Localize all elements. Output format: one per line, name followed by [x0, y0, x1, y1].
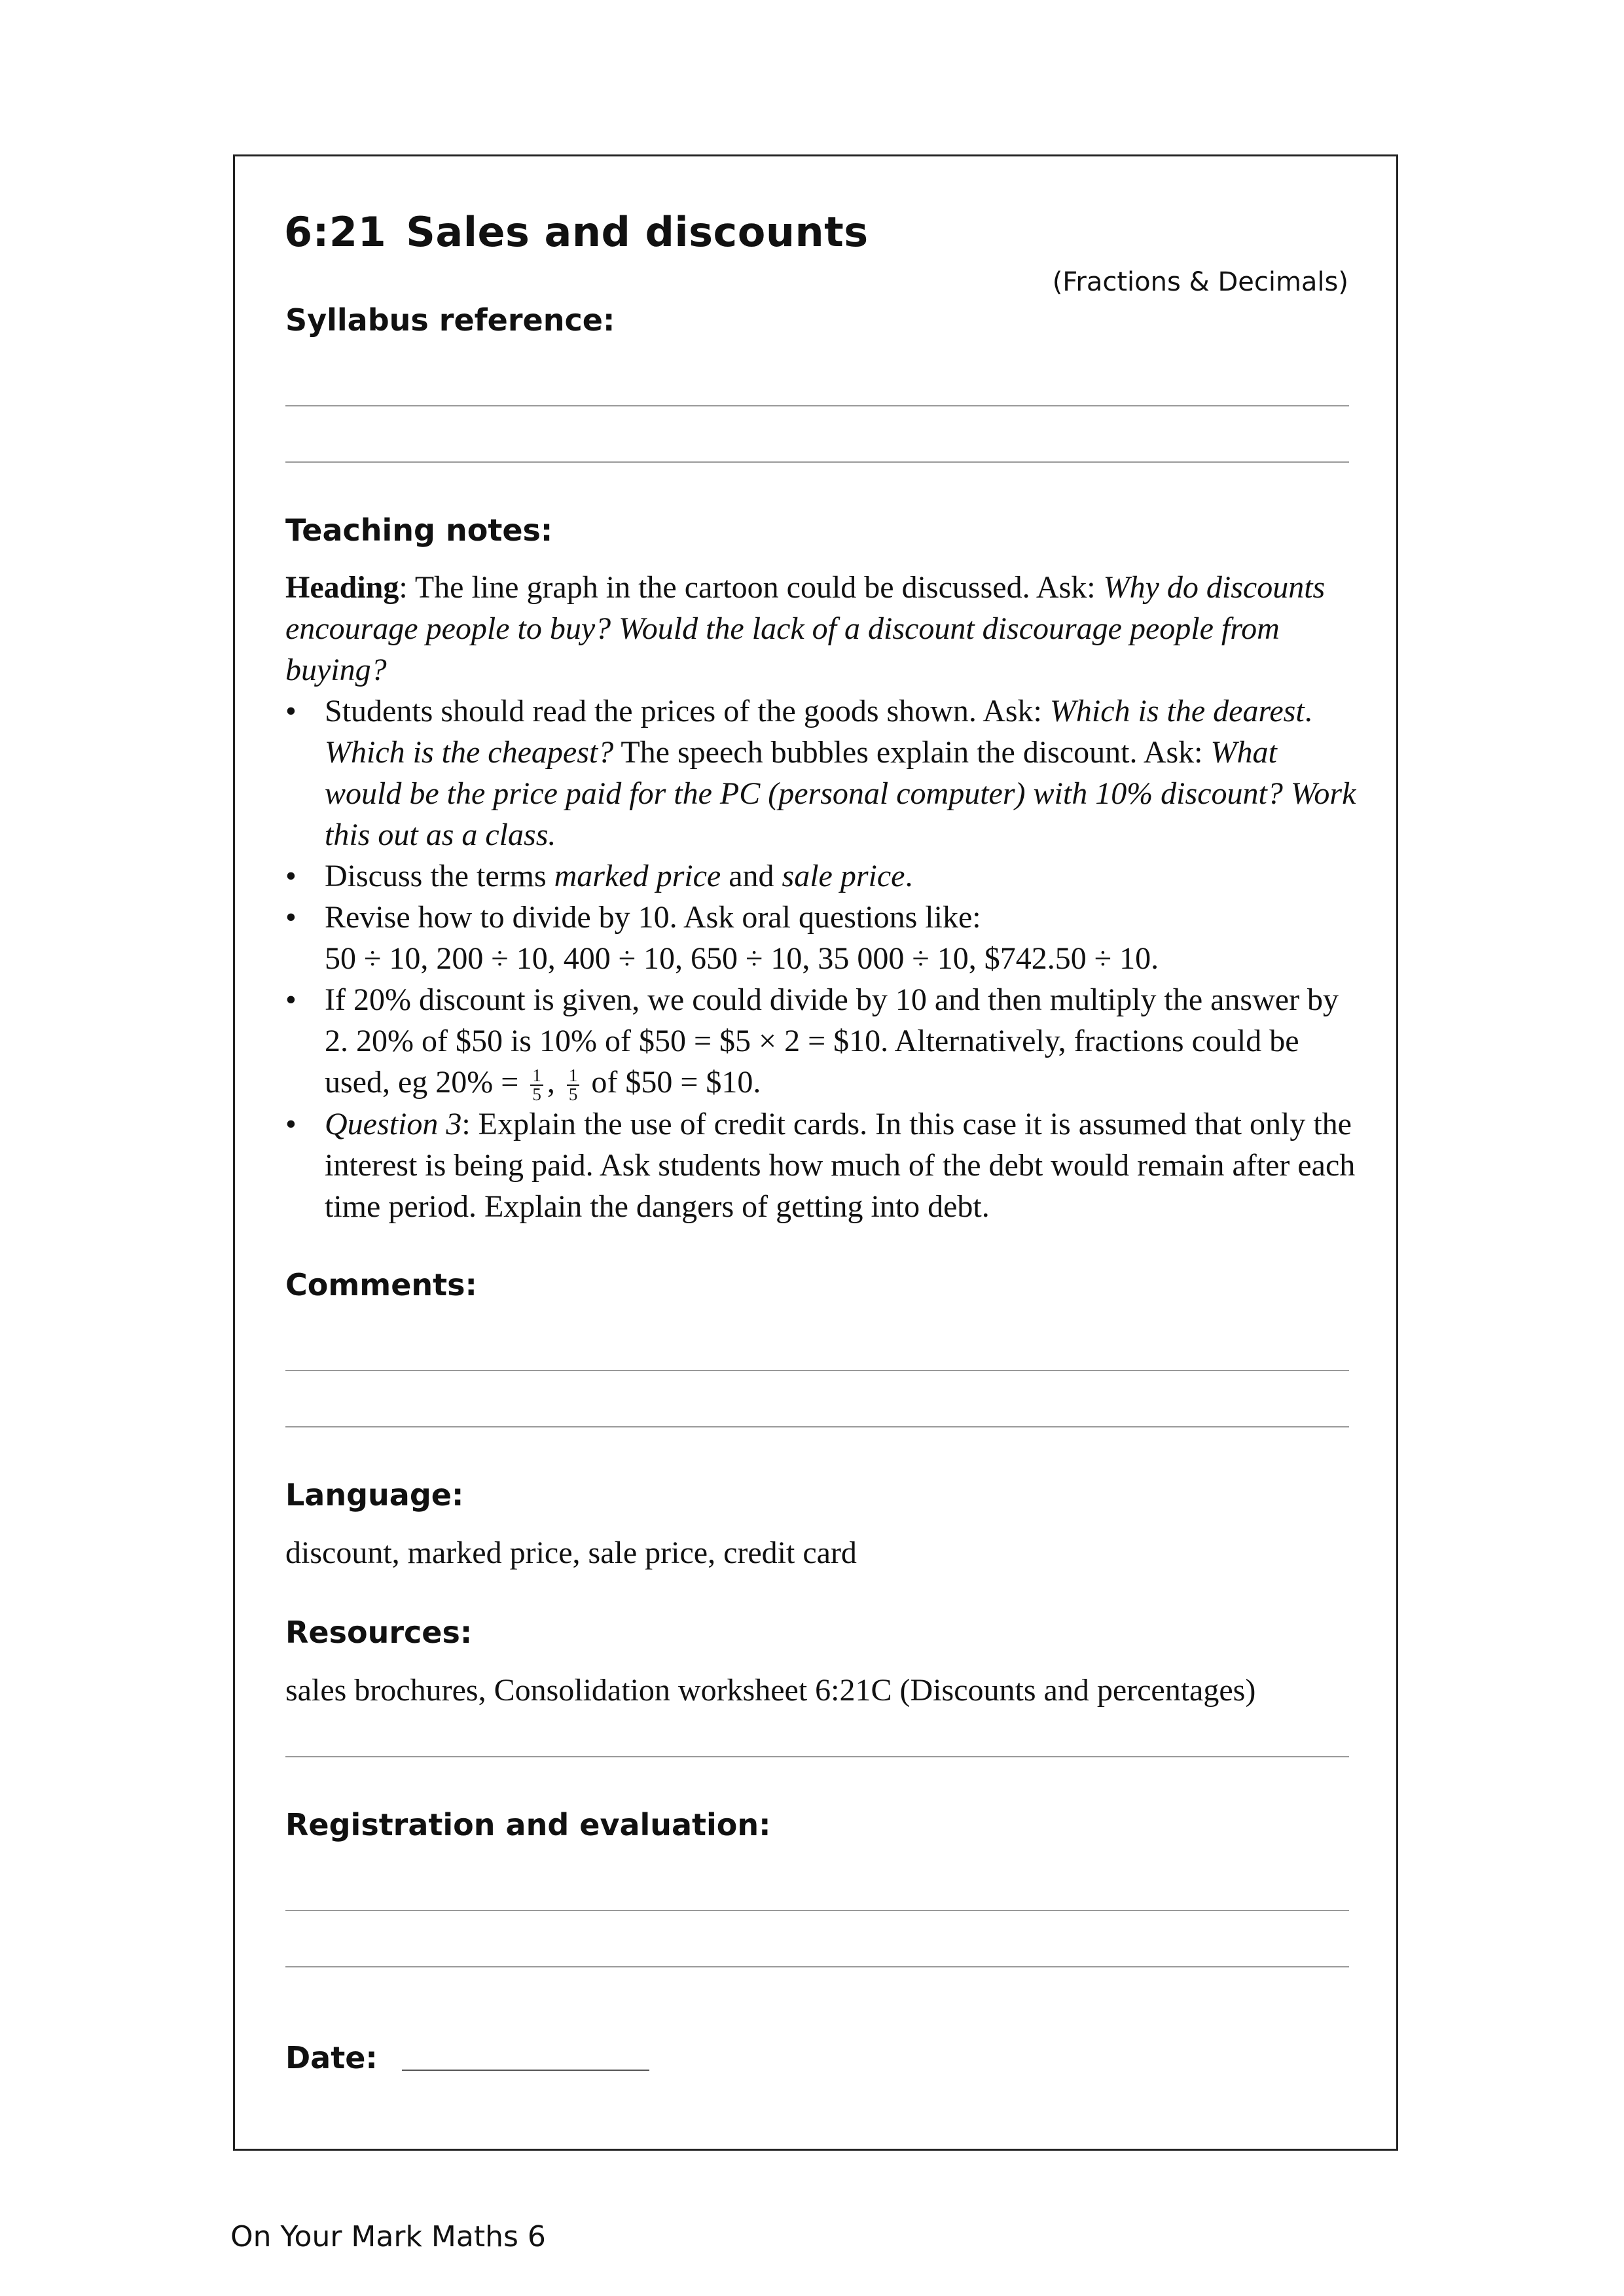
bullet1-italic-1: Which is the dearest [1049, 694, 1305, 728]
syllabus-line-2[interactable] [285, 461, 1349, 463]
resources-text: sales brochures, Consolidation worksheet 6:21C (Discounts and percentages) [285, 1673, 1256, 1708]
language-text: discount, marked price, sale price, credit card [285, 1535, 857, 1570]
fraction-denominator: 5 [532, 1084, 541, 1104]
intro-bold: Heading [285, 570, 399, 605]
page-title [284, 208, 869, 256]
date-heading: Date: [285, 2040, 378, 2075]
intro-text: : The line graph in the cartoon could be discussed. Ask: [399, 570, 1104, 605]
teaching-notes-body [285, 567, 1359, 1227]
bullet5-italic-1: Question 3 [325, 1106, 462, 1141]
notes-list [285, 691, 1359, 1227]
bullet1-text-2: . [1304, 694, 1312, 728]
intro-italic: Why do discounts encourage people to buy? Would the lack of a discount discourage people from buying? [285, 570, 1326, 687]
registration-line-1[interactable] [285, 1910, 1349, 1911]
topic-subtitle: (Fractions & Decimals) [1052, 267, 1348, 297]
bullet3-line-1: Revise how to divide by 10. Ask oral questions like: [325, 900, 981, 935]
bullet3-line-2: 50 ÷ 10, 200 ÷ 10, 400 ÷ 10, 650 ÷ 10, 35 000 ÷ 10, $742.50 ÷ 10. [325, 941, 1159, 976]
teaching-notes-heading: Teaching notes: [285, 512, 553, 548]
notes-intro [285, 567, 1359, 691]
comments-line-1[interactable] [285, 1370, 1349, 1371]
bullet1-italic-2: Which is the cheapest? [325, 735, 614, 770]
bullet4-text-1: If 20% discount is given, we could divide by 10 and then multiply the answer by 2. 20% of $50 is 10% of $50 = $5 × 2 = $10. Alternatively, fractions could be used, eg 20% = [325, 982, 1339, 1100]
bullet2-text-2: and [721, 859, 782, 893]
bullet1-italic-3: What would be the price paid for the PC (personal computer) with 10% discount? Work this out as a class. [325, 735, 1356, 852]
resources-line[interactable] [285, 1756, 1349, 1757]
bullet2-italic-1: marked price [554, 859, 721, 893]
bullet1-text-3: The speech bubbles explain the discount. Ask: [613, 735, 1211, 770]
registration-line-2[interactable] [285, 1966, 1349, 1967]
fraction-numerator: 1 [567, 1067, 580, 1086]
fraction-numerator: 1 [530, 1067, 543, 1086]
bullet4-text-2: , [547, 1065, 563, 1100]
bullet5-text-1: : Explain the use of credit cards. In this case it is assumed that only the interest is being paid. Ask students how much of the debt would remain after each time period. Explain the dangers of getting into debt. [325, 1106, 1356, 1224]
list-item [285, 979, 1359, 1103]
section-title: Sales and discounts [406, 208, 869, 256]
comments-line-2[interactable] [285, 1426, 1349, 1427]
bullet2-text-3: . [905, 859, 913, 893]
page-footer: On Your Mark Maths 6 [230, 2220, 546, 2253]
language-heading: Language: [285, 1477, 464, 1513]
registration-heading: Registration and evaluation: [285, 1807, 771, 1842]
syllabus-heading: Syllabus reference: [285, 302, 615, 338]
comments-heading: Comments: [285, 1267, 477, 1302]
fraction-one-fifth [530, 1067, 543, 1103]
section-number: 6:21 [284, 208, 387, 256]
fraction-denominator: 5 [568, 1084, 578, 1104]
bullet2-text-1: Discuss the terms [325, 859, 554, 893]
date-field-line[interactable] [402, 2070, 649, 2071]
list-item [285, 855, 1359, 897]
list-item [285, 691, 1359, 855]
bullet4-text-3: of $50 = $10. [583, 1065, 761, 1100]
fraction-one-fifth [567, 1067, 580, 1103]
list-item [285, 1103, 1359, 1227]
bullet2-italic-2: sale price [782, 859, 905, 893]
resources-heading: Resources: [285, 1615, 473, 1650]
list-item [285, 897, 1359, 979]
syllabus-line-1[interactable] [285, 405, 1349, 406]
bullet1-text-1: Students should read the prices of the goods shown. Ask: [325, 694, 1050, 728]
